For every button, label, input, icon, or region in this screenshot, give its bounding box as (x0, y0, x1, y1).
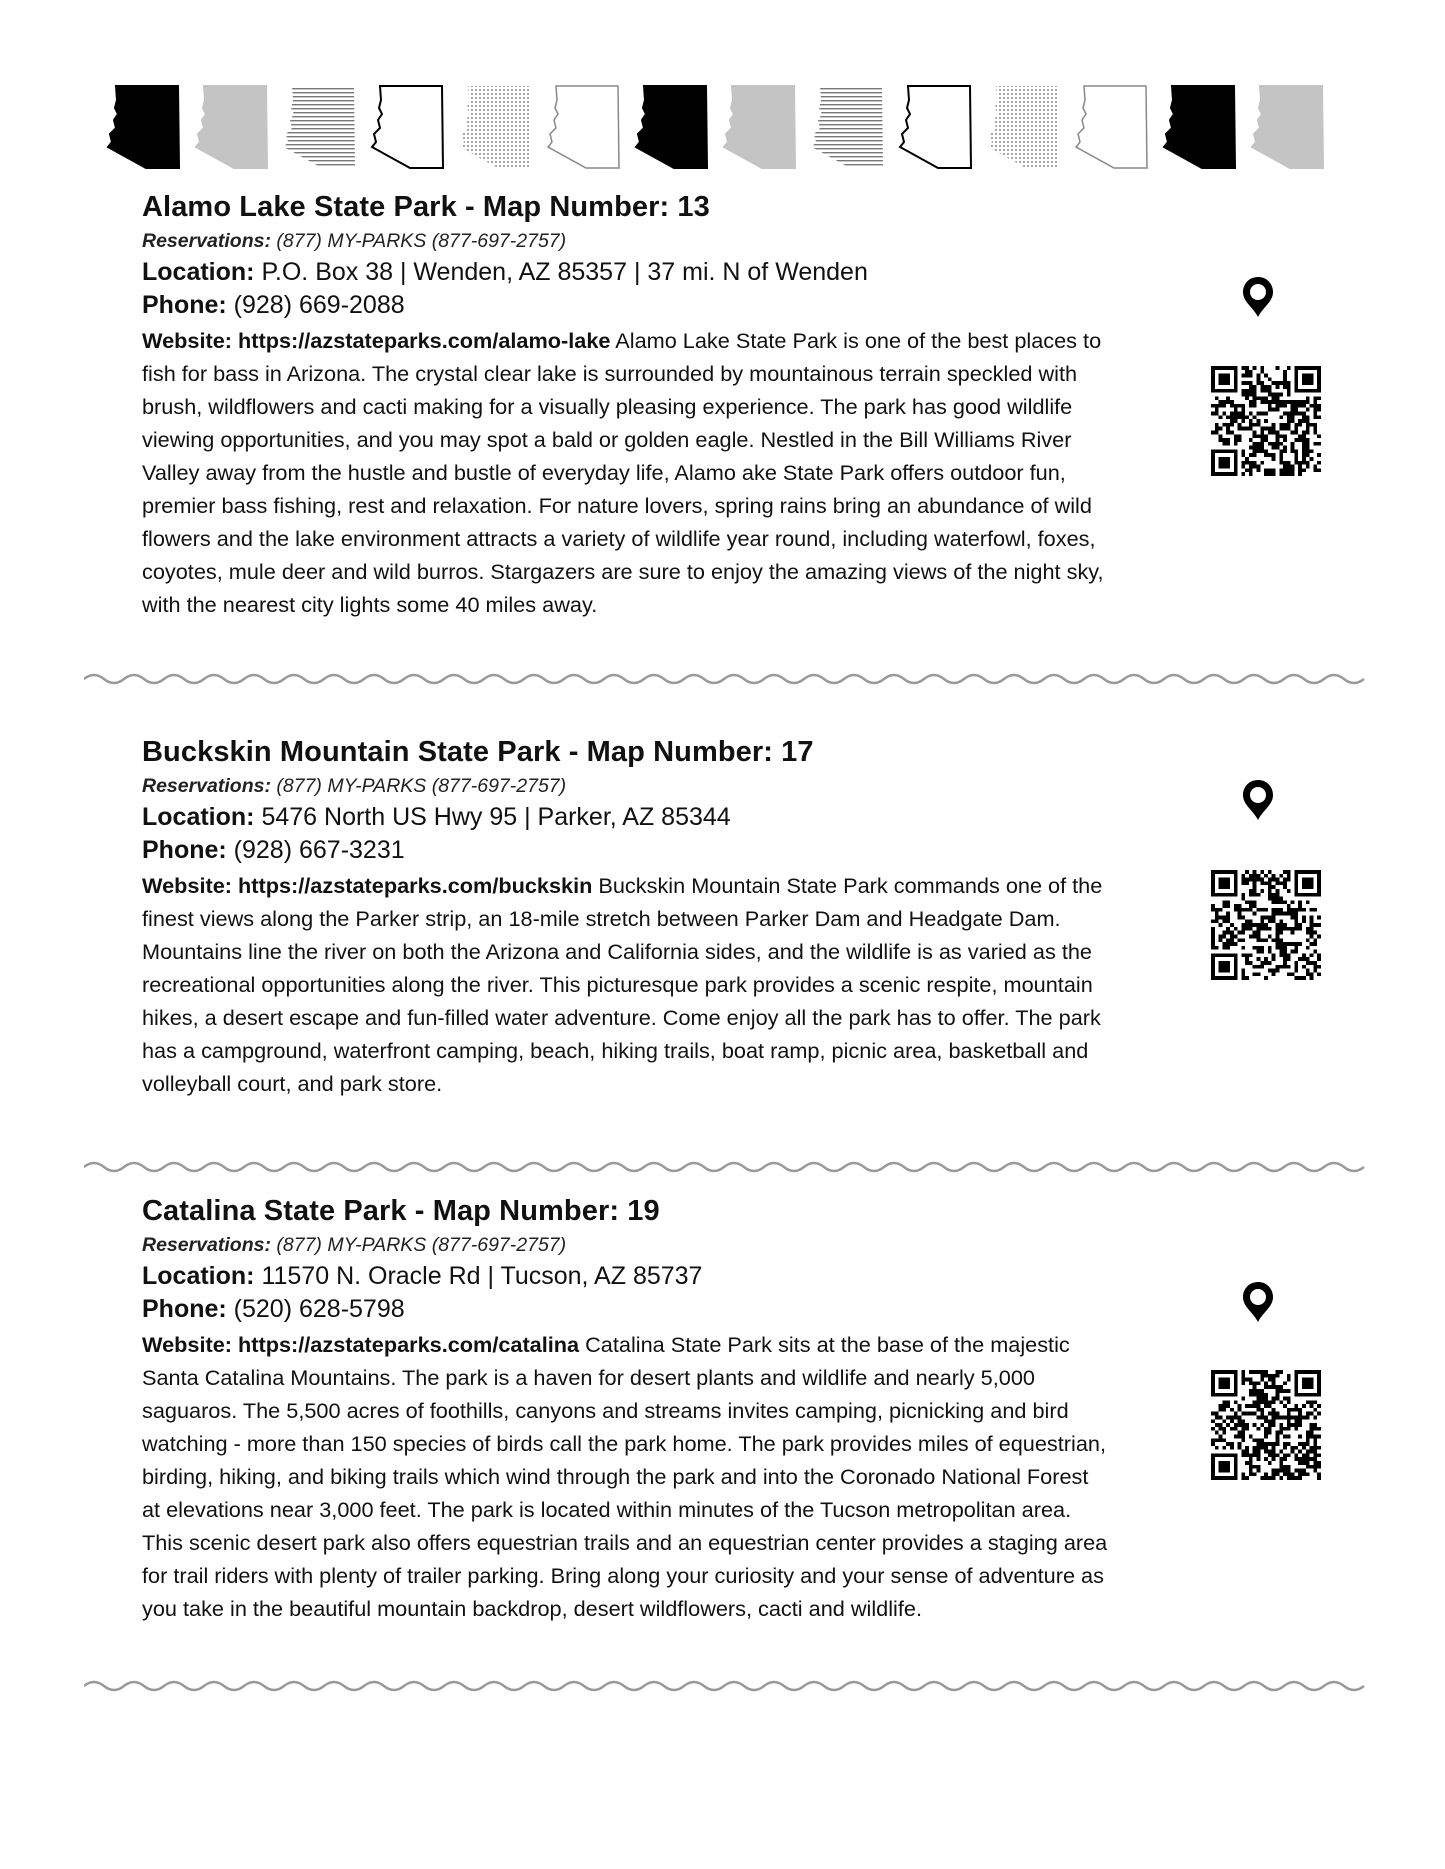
park-description: Website: https://azstateparks.com/buckskin Buckskin Mountain State Park commands one of the finest views along the Parker strip, an 18-mile stretch between Parker Dam and Headgate Dam. Mountains line the river on both the Arizona and California sides, and the wildlife is as varied as the recreational opportunities along the river. This picturesque park provides a scenic respite, mountain hikes, a desert escape and fun-filled water adventure. Come enjoy all the park has to offer. The park has a campground, waterfront camping, beach, hiking trails, boat ramp, picnic area, basketball and volleyball court, and park store. (142, 873, 1103, 1096)
location-line: Location: 5476 North US Hwy 95 | Parker, AZ 85344 (142, 803, 731, 831)
arizona-outline-icon (370, 84, 445, 170)
arizona-outline-icon (546, 84, 621, 170)
arizona-outline-icon (898, 84, 973, 170)
map-pin-icon[interactable] (1241, 275, 1275, 319)
park-title: Catalina State Park - Map Number: 19 (142, 1195, 660, 1227)
arizona-solid-gray-icon (1250, 84, 1325, 170)
reservations-line: Reservations: (877) MY-PARKS (877-697-2757) (142, 230, 567, 252)
reservations-phone: (877) MY-PARKS (877-697-2757) (276, 775, 567, 797)
qr-code-icon[interactable] (1211, 366, 1321, 476)
wavy-divider (84, 669, 1369, 689)
park-description: Website: https://azstateparks.com/catalina Catalina State Park sits at the base of the majestic Santa Catalina Mountains. The park is a haven for desert plants and wildlife and nearly 5,000 saguaros. The 5,500 acres of foothills, canyons and streams invites camping, picnicking and bird watching - more than 150 species of birds call the park home. The park provides miles of equestrian, birding, hiking, and biking trails which wind through the park and into the Coronado National Forest at elevations near 3,000 feet. The park is located within minutes of the Tucson metropolitan area. This scenic desert park also offers equestrian trails and an equestrian center provides a staging area for trail riders with plenty of trailer parking. Bring along your curiosity and your sense of adventure as you take in the beautiful mountain backdrop, desert wildflowers, cacti and wildlife. (142, 1332, 1108, 1621)
park-title: Buckskin Mountain State Park - Map Number: 17 (142, 736, 814, 768)
arizona-solid-black-icon (106, 84, 181, 170)
reservations-line: Reservations: (877) MY-PARKS (877-697-2757) (142, 775, 567, 797)
arizona-icon-strip (106, 84, 1338, 172)
wavy-divider (84, 1157, 1369, 1177)
arizona-solid-gray-icon (194, 84, 269, 170)
location-value: 11570 N. Oracle Rd | Tucson, AZ 85737 (261, 1262, 703, 1290)
qr-code-icon[interactable] (1211, 1370, 1321, 1480)
phone-line: Phone: (928) 667-3231 (142, 836, 405, 864)
arizona-solid-black-icon (1162, 84, 1237, 170)
reservations-phone: (877) MY-PARKS (877-697-2757) (276, 230, 567, 252)
arizona-lined-icon (810, 84, 885, 170)
arizona-lined-icon (282, 84, 357, 170)
park-description: Website: https://azstateparks.com/alamo-lake Alamo Lake State Park is one of the best places to fish for bass in Arizona. The crystal clear lake is surrounded by mountainous terrain speckled with brush, wildflowers and cacti making for a visually pleasing experience. The park has good wildlife viewing opportunities, and you may spot a bald or golden eagle. Nestled in the Bill Williams River Valley away from the hustle and bustle of everyday life, Alamo ake State Park offers outdoor fun, premier bass fishing, rest and relaxation. For nature lovers, spring rains bring an abundance of wild flowers and the lake environment attracts a variety of wildlife year round, including waterfowl, foxes, coyotes, mule deer and wild burros. Stargazers are sure to enjoy the amazing views of the night sky, with the nearest city lights some 40 miles away. (142, 328, 1104, 617)
website-link[interactable]: https://azstateparks.com/buckskin (238, 873, 593, 898)
qr-code-icon[interactable] (1211, 870, 1321, 980)
arizona-dotted-icon (458, 84, 533, 170)
arizona-solid-gray-icon (722, 84, 797, 170)
arizona-solid-black-icon (634, 84, 709, 170)
park-entry-alamo-lake (142, 188, 1112, 621)
phone-line: Phone: (520) 628-5798 (142, 1295, 405, 1323)
park-entry-catalina (142, 1192, 1112, 1625)
reservations-line: Reservations: (877) MY-PARKS (877-697-2757) (142, 1234, 567, 1256)
location-line: Location: 11570 N. Oracle Rd | Tucson, AZ 85737 (142, 1262, 703, 1290)
park-entry-buckskin-mountain (142, 733, 1112, 1100)
location-line: Location: P.O. Box 38 | Wenden, AZ 85357 | 37 mi. N of Wenden (142, 258, 868, 286)
website-link[interactable]: https://azstateparks.com/catalina (238, 1332, 580, 1357)
reservations-phone: (877) MY-PARKS (877-697-2757) (276, 1234, 567, 1256)
phone-value: (928) 667-3231 (233, 836, 405, 864)
location-value: 5476 North US Hwy 95 | Parker, AZ 85344 (261, 803, 731, 831)
arizona-dotted-icon (986, 84, 1061, 170)
map-pin-icon[interactable] (1241, 1280, 1275, 1324)
park-title: Alamo Lake State Park - Map Number: 13 (142, 191, 710, 223)
phone-value: (928) 669-2088 (233, 291, 405, 319)
phone-line: Phone: (928) 669-2088 (142, 291, 405, 319)
wavy-divider (84, 1676, 1369, 1696)
website-link[interactable]: https://azstateparks.com/alamo-lake (238, 328, 611, 353)
arizona-outline-icon (1074, 84, 1149, 170)
location-value: P.O. Box 38 | Wenden, AZ 85357 | 37 mi. N of Wenden (261, 258, 868, 286)
phone-value: (520) 628-5798 (233, 1295, 405, 1323)
map-pin-icon[interactable] (1241, 778, 1275, 822)
